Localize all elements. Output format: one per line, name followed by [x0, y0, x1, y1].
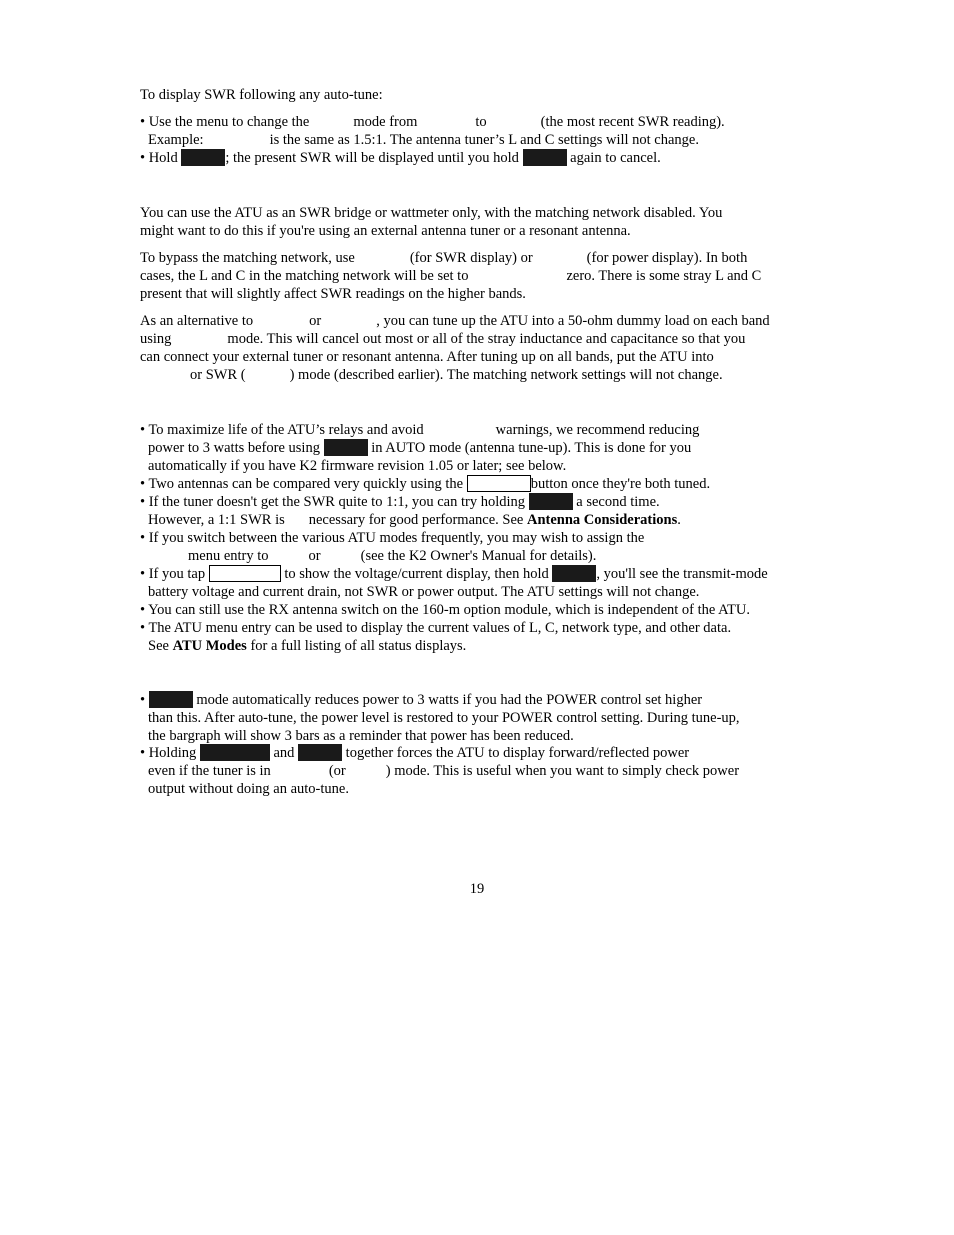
para-bypass-2 — [140, 267, 761, 285]
bullet-hold — [140, 149, 661, 167]
key-redacted — [529, 493, 573, 510]
para-bridge-2: might want to do this if you're using an external antenna tuner or a resonant antenna. — [140, 223, 631, 239]
text: a second time. — [576, 494, 660, 510]
tip-menu-2 — [148, 637, 466, 655]
text: even if the tuner is in — [148, 763, 271, 779]
fw-hold-3: output without doing an auto-tune. — [148, 781, 349, 797]
text: button once they're both tuned. — [530, 476, 711, 492]
text: • Use the menu to change the — [140, 114, 310, 130]
text: • To maximize life of the ATU’s relays and avoid — [140, 422, 424, 438]
para-bridge-1: You can use the ATU as an SWR bridge or wattmeter only, with the matching network disabled. You — [140, 205, 723, 221]
text: cases, the L and C in the matching network will be set to — [140, 268, 469, 284]
tip-rx-antenna: • You can still use the RX antenna switch on the 160-m option module, which is independent of the ATU. — [140, 602, 750, 618]
text: (or — [328, 763, 346, 779]
text: to — [475, 114, 487, 130]
key-redacted — [181, 149, 225, 166]
key-redacted — [324, 439, 368, 456]
text: power to 3 watts before using — [148, 440, 320, 456]
link-atu-modes: ATU Modes — [172, 638, 247, 654]
tip-retry-2 — [148, 511, 681, 529]
key-redacted — [298, 744, 342, 761]
bullet-example — [148, 131, 699, 149]
text: . — [677, 512, 681, 528]
text: , you can tune up the ATU into a 50-ohm dummy load on each band — [376, 313, 770, 329]
tip-compare — [140, 475, 710, 493]
text: (the most recent SWR reading). — [540, 114, 725, 130]
text: • Two antennas can be compared very quickly using the — [140, 476, 464, 492]
tip-relays-1 — [140, 421, 699, 439]
text: is the same as 1.5:1. The antenna tuner’s L and C settings will not change. — [269, 132, 699, 148]
text: (see the K2 Owner's Manual for details). — [360, 548, 597, 564]
tip-relays-2 — [148, 439, 691, 457]
text: ) mode. This is useful when you want to simply check power — [385, 763, 740, 779]
ant-button-placeholder — [467, 475, 531, 492]
text: using — [140, 331, 172, 347]
text: ) mode (described earlier). The matching network settings will not change. — [289, 367, 723, 383]
text: mode from — [353, 114, 418, 130]
text: necessary for good performance. See — [308, 512, 524, 528]
fw-hold-2 — [148, 762, 739, 780]
tip-assign-1: • If you switch between the various ATU modes frequently, you may wish to assign the — [140, 530, 645, 546]
text: together forces the ATU to display forward/reflected power — [345, 745, 690, 761]
bullet-menu-mode — [140, 113, 725, 131]
text: • Hold — [140, 150, 178, 166]
text: mode automatically reduces power to 3 watts if you had the POWER control set higher — [196, 692, 703, 708]
key-redacted — [200, 744, 270, 761]
text: ; the present SWR will be displayed until you hold — [225, 150, 519, 166]
fw-power-3: the bargraph will show 3 bars as a reminder that power has been reduced. — [148, 728, 574, 744]
para-alt-2 — [140, 330, 745, 348]
tip-display-2: battery voltage and current drain, not SWR or power output. The ATU settings will not change. — [148, 584, 700, 600]
text: for a full listing of all status displays. — [250, 638, 467, 654]
text: (for SWR display) or — [409, 250, 533, 266]
text: warnings, we recommend reducing — [495, 422, 700, 438]
display-button-placeholder — [209, 565, 281, 582]
key-redacted — [149, 691, 193, 708]
tip-relays-3: automatically if you have K2 firmware revision 1.05 or later; see below. — [148, 458, 567, 474]
text: As an alternative to — [140, 313, 254, 329]
text: However, a 1:1 SWR is — [148, 512, 285, 528]
text: or — [308, 548, 321, 564]
text: or SWR ( — [190, 367, 246, 383]
para-alt-4 — [140, 366, 723, 384]
tip-assign-2 — [148, 547, 596, 565]
key-redacted — [523, 149, 567, 166]
text: • Holding — [140, 745, 197, 761]
text: mode. This will cancel out most or all of the stray inductance and capacitance so that you — [227, 331, 746, 347]
text: , you'll see the transmit-mode — [596, 566, 768, 582]
swr-intro: To display SWR following any auto-tune: — [140, 87, 383, 103]
text: menu entry to — [188, 548, 269, 564]
text: • If you tap — [140, 566, 206, 582]
para-bypass-3: present that will slightly affect SWR readings on the higher bands. — [140, 286, 526, 302]
text: See — [148, 638, 169, 654]
para-alt-1 — [140, 312, 770, 330]
para-bypass-1 — [140, 249, 747, 267]
text: zero. There is some stray L and C — [566, 268, 762, 284]
fw-power-2: than this. After auto-tune, the power level is restored to your POWER control setting. During tune-up, — [148, 710, 740, 726]
page-number: 19 — [469, 881, 485, 897]
text: and — [273, 745, 295, 761]
text: again to cancel. — [570, 150, 661, 166]
text: • If the tuner doesn't get the SWR quite to 1:1, you can try holding — [140, 494, 526, 510]
text: • — [140, 692, 146, 708]
tip-retry-1 — [140, 493, 660, 511]
tip-display-1 — [140, 565, 768, 583]
link-antenna-considerations: Antenna Considerations — [526, 512, 678, 528]
tip-menu-1: • The ATU menu entry can be used to display the current values of L, C, network type, and other data. — [140, 620, 732, 636]
text: (for power display). In both — [586, 250, 748, 266]
text: Example: — [148, 132, 204, 148]
text: in AUTO mode (antenna tune-up). This is done for you — [371, 440, 692, 456]
text: To bypass the matching network, use — [140, 250, 355, 266]
para-alt-3: can connect your external tuner or resonant antenna. After tuning up on all bands, put the ATU into — [140, 349, 714, 365]
fw-hold-1 — [140, 744, 689, 762]
text: or — [309, 313, 322, 329]
text: to show the voltage/current display, then hold — [284, 566, 549, 582]
key-redacted — [552, 565, 596, 582]
fw-power-1 — [140, 691, 702, 709]
